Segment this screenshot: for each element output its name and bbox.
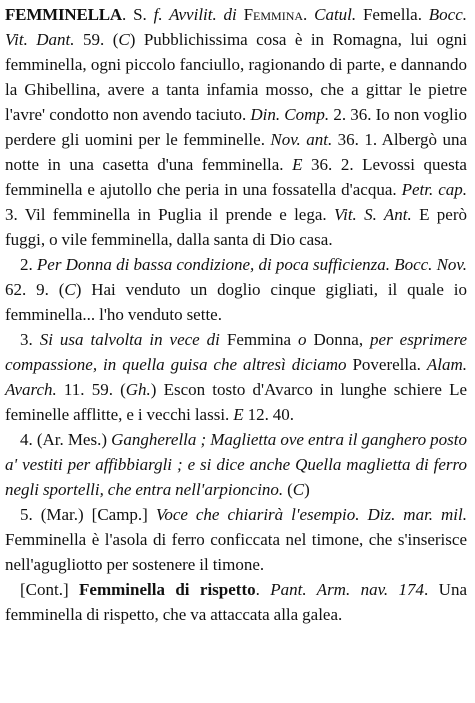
text-run: E [292,155,303,174]
text-run: Din. Comp. [250,105,330,124]
text-run: Pant. Arm. nav. [270,580,389,599]
text-run: 4. (Ar. Mes.) [20,430,112,449]
text-run: Femmina [243,5,304,24]
text-run: 62. 9. ( [5,280,65,299]
text-run: ) Hai venduto un doglio cinque gigliati, il quale io femminella... l'ho venduto sette. [5,280,468,324]
text-run: 59. ( [74,30,119,49]
text-run: ) Pubblichissima cosa è in Romagna, lui ogni femminella, ogni piccolo fanciullo, ragionando di parte, e dannando la Ghibellina, avere a tanta infamia mosso, che a gittar le pietre l'avre' condotto non avendo taciuto. [5,30,467,124]
text-run: Voce che chiarirà l'esempio. [155,505,360,524]
text-run: f. Avvilit. di [153,5,244,24]
text-run: . [255,580,271,599]
text-run: [Cont.] [20,580,80,599]
text-run: FEMMINELLA [5,5,123,24]
text-run: E però fuggi, o vile femminella, dalla santa di Dio casa. [5,205,467,249]
text-run: Bocc. Vit. Dant. [5,5,468,49]
text-run: ) Escon tosto d'Avarco in lunghe schiere Le feminelle afflitte, e i vecchi lassi. [5,380,467,424]
entry-sense-1 [5,2,467,252]
text-run: Femminella è l'asola di ferro conficcata nel timone, che s'inserisce nell'agugliotto per sostenere il timone. [5,530,467,574]
text-run: 5. (Mar.) [Camp.] [20,505,156,524]
entry-sense-2 [5,252,467,327]
text-run: Nov. ant. [270,130,333,149]
entry-sense-5 [5,502,467,577]
text-run: E [233,405,244,424]
text-run: 2. [20,255,37,274]
text-run: ( [283,480,293,499]
text-run: 3. Vil femminella in Puglia il prende e lega. [5,205,334,224]
text-run: 11. 59. ( [56,380,126,399]
text-run: Bocc. Nov. [394,255,467,274]
text-run: Diz. mar. mil. [367,505,467,524]
text-run: Poverella. [346,355,427,374]
text-run: 2. 36. Io non voglio perdere gli uomini per le femminelle. [5,105,467,149]
text-run: 3. [20,330,40,349]
text-run: 36. 1. Albergò una notte in una casetta d'una femminella. [5,130,467,174]
text-run: Donna, [306,330,371,349]
text-run: Per Donna di bassa condizione, di poca sufficienza. [36,255,391,274]
text-run: Catul. [314,5,357,24]
text-run: o [298,330,307,349]
text-run: Femminella di rispetto [79,580,256,599]
text-run: Femella. [356,5,429,24]
text-run: Vit. S. Ant. [333,205,412,224]
text-run: 36. 2. Levossi questa femminella e ajutollo che peria in una fossatella d'acqua. [5,155,467,199]
text-run: Gangherella ; Maglietta ove entra il ganghero posto a' vestiti per affibbiargli ; e si dice anche Quella maglietta di ferro negli sportelli, che entra nell'arpioncino. [5,430,468,499]
text-run: per esprimere compassione, in quella guisa che altresì diciamo [5,330,468,374]
text-run: Femmina [219,330,299,349]
text-run [388,580,398,599]
text-run: 12. 40. [243,405,295,424]
entry-sense-3 [5,327,467,427]
text-run: . S. [122,5,154,24]
text-run: ) [304,480,310,499]
text-run: 174 [398,580,425,599]
text-run: Alam. Avarch. [5,355,467,399]
entry-continuation [5,577,467,627]
text-run: . [303,5,315,24]
text-run: C [118,30,130,49]
text-run: C [64,280,76,299]
entry-sense-4 [5,427,467,502]
text-run: Gh. [125,380,151,399]
text-run: C [292,480,305,499]
text-run: Si usa talvolta in vece di [39,330,220,349]
text-run: Petr. cap. [401,180,467,199]
text-run: . Una femminella di rispetto, che va attaccata alla galea. [5,580,467,624]
